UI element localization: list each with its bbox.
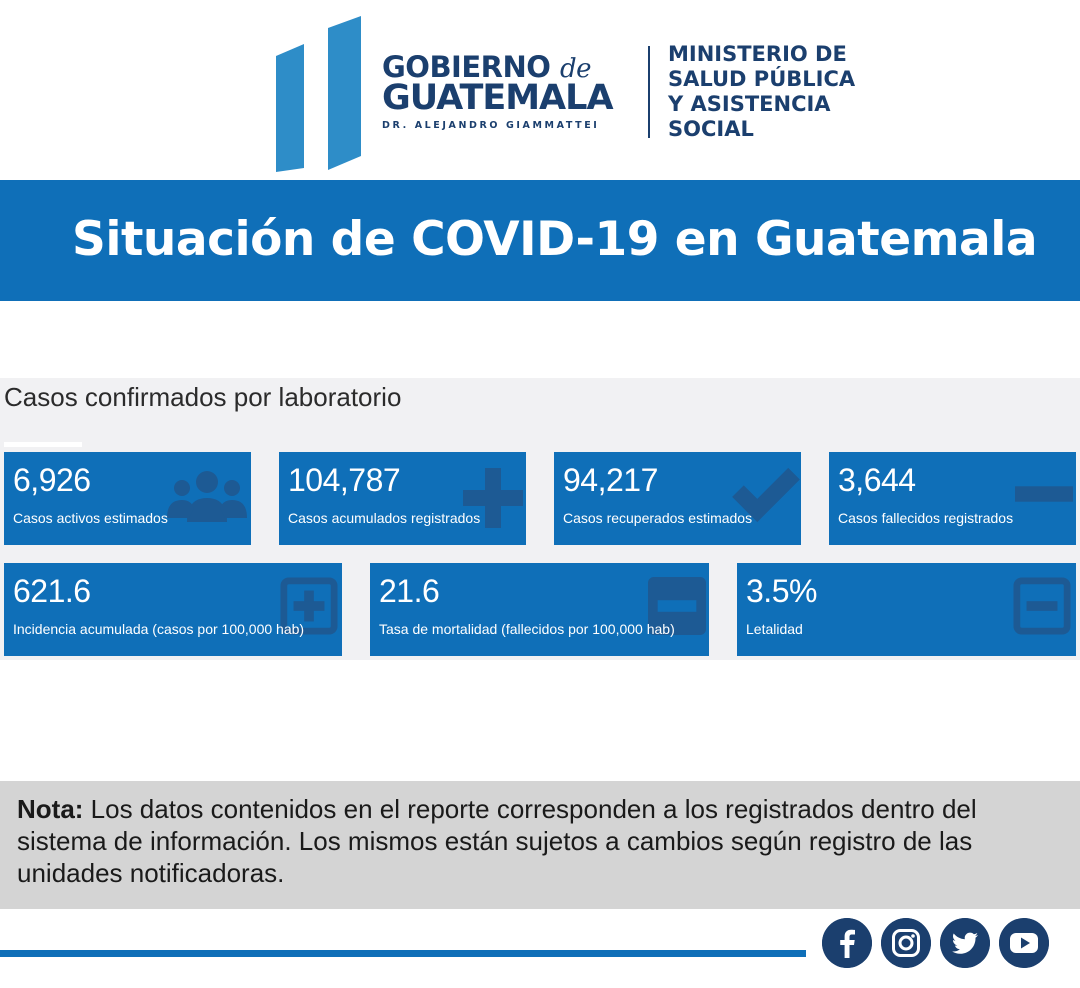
people-icon: [167, 466, 247, 526]
ministry-line-4: SOCIAL: [668, 117, 754, 141]
card-value: 6,926: [13, 462, 91, 498]
card-label: Letalidad: [746, 621, 803, 637]
card-value: 3.5%: [746, 573, 817, 609]
card-recovered-cases: [554, 452, 801, 545]
footer-line: [0, 950, 806, 957]
government-wordmark: [382, 50, 632, 131]
minus-icon: [1015, 486, 1073, 502]
page-title: Situación de COVID-19 en Guatemala: [72, 212, 1038, 267]
government-logo-bars: [276, 16, 366, 172]
card-active-cases: [4, 452, 251, 545]
ministry-line-2: SALUD PÚBLICA: [668, 67, 856, 91]
card-mortality-rate: [370, 563, 709, 656]
note-paragraph: [17, 793, 1067, 889]
card-value: 3,644: [838, 462, 916, 498]
youtube-icon[interactable]: [999, 918, 1049, 968]
ministry-line-3: Y ASISTENCIA: [668, 92, 831, 116]
ministry-line-1: MINISTERIO DE: [668, 42, 847, 66]
card-deceased-cases: [829, 452, 1076, 545]
guatemala-text: GUATEMALA: [382, 78, 613, 118]
note-label: Nota:: [17, 794, 84, 824]
card-label: Casos recuperados estimados: [563, 510, 753, 526]
card-value: 21.6: [379, 573, 440, 609]
card-label: Casos fallecidos registrados: [838, 510, 1014, 526]
card-label: Casos activos estimados: [13, 510, 168, 526]
card-label: Casos acumulados registrados: [288, 510, 481, 526]
header-divider: [648, 46, 650, 138]
card-value: 621.6: [13, 573, 91, 609]
ministry-name: [668, 42, 855, 142]
president-text: DR. ALEJANDRO GIAMMATTEI: [382, 120, 600, 131]
panel-tab-indicator: [4, 442, 82, 447]
card-incidence: [4, 563, 342, 656]
twitter-icon[interactable]: [940, 918, 990, 968]
card-label: Tasa de mortalidad (fallecidos por 100,000 hab): [379, 621, 675, 637]
title-band: [0, 180, 1080, 301]
note-box: [0, 781, 1080, 909]
facebook-icon[interactable]: [822, 918, 872, 968]
card-value: 104,787: [288, 462, 401, 498]
dashboard-panel: [0, 378, 1080, 660]
gobierno-text: GOBIERNO de: [382, 50, 592, 84]
note-text: Los datos contenidos en el reporte corresponden a los registrados dentro del sistema de información. Los mismos están sujetos a cambios según registro de las unidades notificadoras.: [17, 794, 977, 888]
minus-square-outline-icon: [1013, 577, 1071, 635]
card-label: Incidencia acumulada (casos por 100,000 hab): [13, 621, 305, 637]
instagram-icon[interactable]: [881, 918, 931, 968]
panel-heading: Casos confirmados por laboratorio: [4, 382, 402, 412]
card-cumulative-cases: [279, 452, 526, 545]
card-value: 94,217: [563, 462, 658, 498]
gobierno-de-text: de: [560, 54, 592, 84]
card-lethality: [737, 563, 1076, 656]
